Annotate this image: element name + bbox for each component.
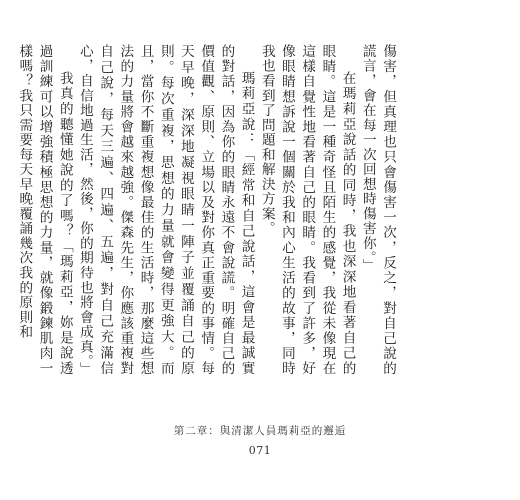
page-number: 071 — [248, 444, 272, 457]
vertical-body-text — [14, 44, 398, 376]
paragraph: 我真的聽懂她說的了嗎？「瑪莉亞，妳是說透過訓練可以增強積極思想的力量，就像鍛鍊肌肉一樣嗎？我只需要每天早晚覆誦幾次我的原則和 — [16, 44, 73, 376]
paragraph: 在瑪莉亞說話的同時，我也深深地看著自己的眼睛。這是一種奇怪且陌生的感覺，我從未像現在這樣自覺性地看著自己的眼睛。我看到了許多，好像眼睛想訴說一個關於我和內心生活的故事，同時我也看到了問題和解決方案。 — [258, 44, 356, 376]
paragraph: 傷害，但真理也只會傷害一次，反之，對自己說的謊言，會在每一次回想時傷害你。」 — [359, 44, 396, 376]
running-chapter-title: 第二章：與清潔人員瑪莉亞的邂逅 — [173, 425, 347, 437]
paragraph: 瑪莉亞說：「經常和自己說話，這會是最誠實的對話，因為你的眼睛永遠不會說謊。明確自己的價值觀、原則、立場以及對你真正重要的事情。每天早晚，深深地凝視眼睛一陣子並覆誦自己的原則。每次重複，思想的力量就會變得更強大。而且，當你不斷重複想像最佳的生活時，那麼這些想法的力量將會越來越強。傑森先生，你應該重複對自己說，每天三遍、四遍、五遍，對自己充滿信心，自信地過生活，然後，你的期待也將會成真。」 — [76, 44, 255, 377]
page-footer — [0, 423, 520, 457]
